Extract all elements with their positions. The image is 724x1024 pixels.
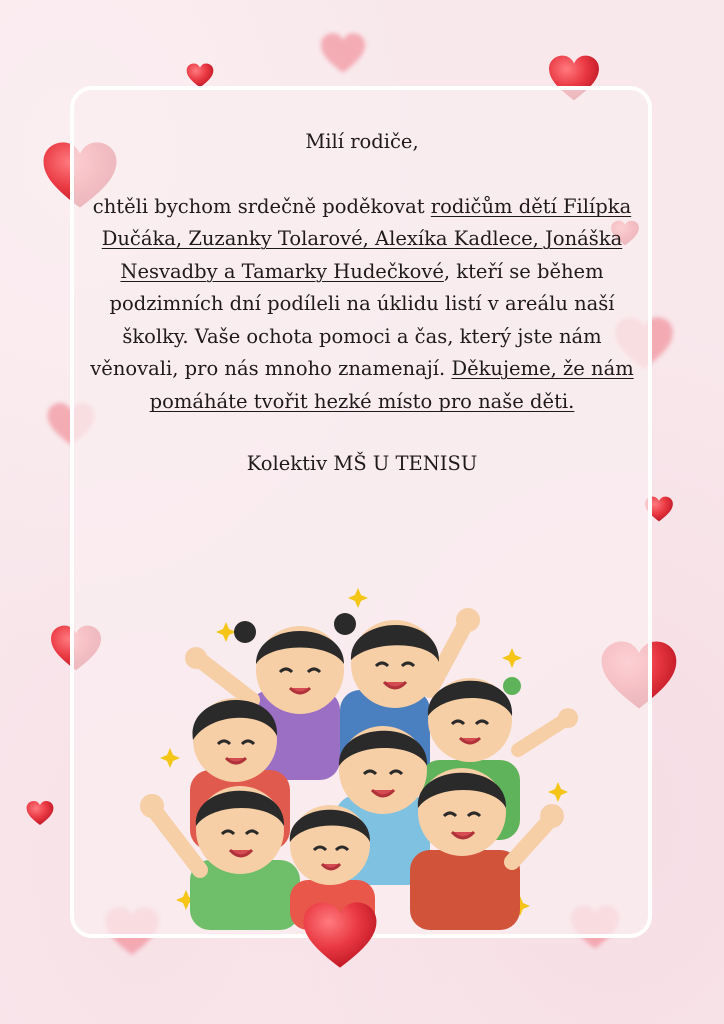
intro-text: chtěli bychom srdečně poděkovat bbox=[92, 194, 425, 218]
greeting: Milí rodiče, bbox=[305, 130, 419, 153]
thanked-families: rodičům dětí Filípka Dučáka, Zuzanky Tolarové, Alexíka Kadlece, Jonáška Nesvadby a Tamarky Hudečkové bbox=[101, 194, 632, 283]
cheering-children-illustration bbox=[140, 580, 580, 930]
thank-you-letter bbox=[84, 126, 640, 481]
closing-thanks: Děkujeme, že nám pomáháte tvořit hezké místo pro naše děti. bbox=[149, 357, 634, 413]
heart-icon bbox=[302, 900, 378, 970]
heart-icon bbox=[26, 800, 54, 826]
appreciation-text: Vaše ochota pomoci a čas, který jste nám věnovali, pro nás mnoho znamenají. bbox=[90, 324, 602, 380]
heart-icon bbox=[186, 63, 214, 88]
signature: Kolektiv MŠ U TENISU bbox=[246, 452, 478, 475]
reason-text: , kteří se během podzimních dní podíleli na úklidu listí v areálu naší školky. bbox=[109, 259, 615, 348]
letter-body bbox=[84, 191, 640, 419]
blurred-heart-icon bbox=[320, 32, 366, 74]
